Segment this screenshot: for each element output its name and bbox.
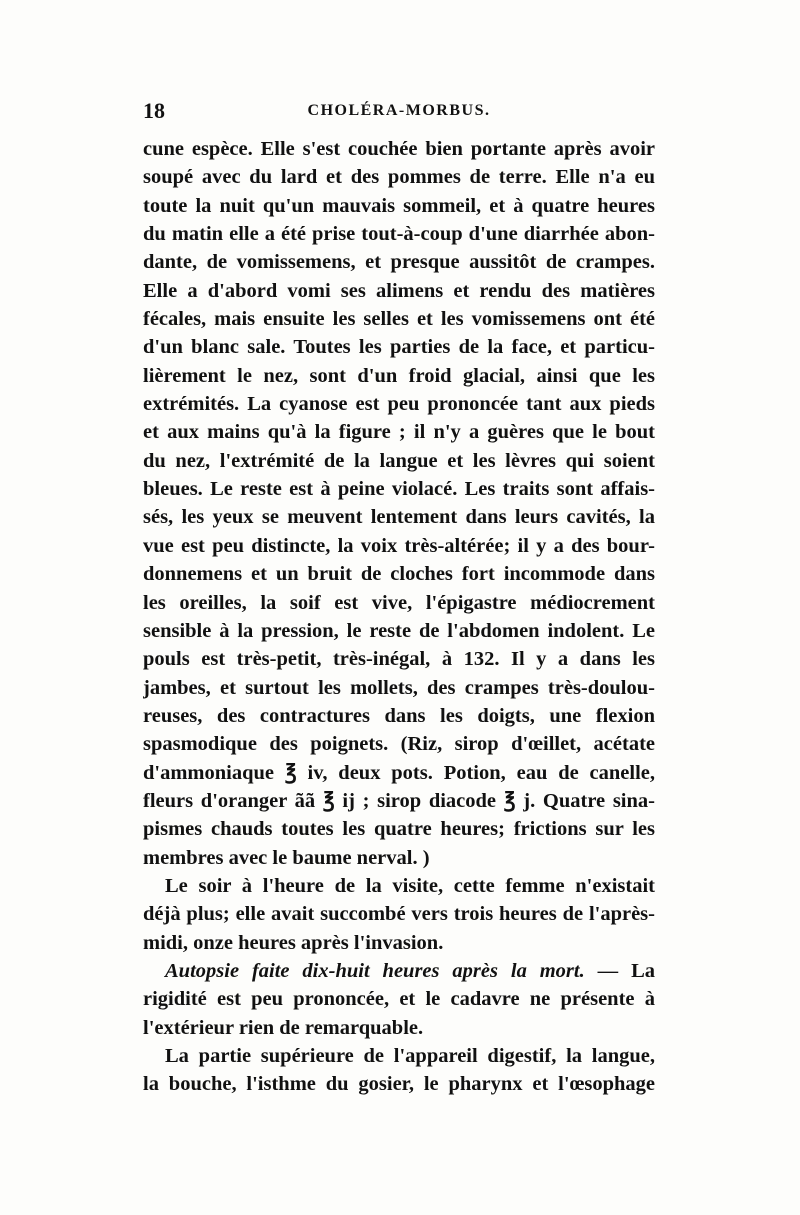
- text-line: cune espèce. Elle s'est couchée bien portante après avoir: [143, 138, 655, 160]
- text-line: d'un blanc sale. Toutes les parties de la face, et particu-: [143, 336, 655, 359]
- text-line: fécales, mais ensuite les selles et les vomissemens ont été: [143, 308, 655, 331]
- text-line: pouls est très-petit, très-inégal, à 132. Il y a dans les: [143, 648, 655, 671]
- text-line: rigidité est peu prononcée, et le cadavre ne présente à: [143, 988, 655, 1011]
- text-line: dante, de vomissemens, et presque aussitôt de crampes.: [143, 251, 655, 274]
- text-line: bleues. Le reste est à peine violacé. Les traits sont affais-: [143, 478, 655, 501]
- text-line: extrémités. La cyanose est peu prononcée tant aux pieds: [143, 393, 655, 416]
- text-line: vue est peu distincte, la voix très-altérée; il y a des bour-: [143, 534, 655, 557]
- page-header: [143, 98, 655, 128]
- text-line: l'extérieur rien de remarquable.: [143, 1016, 424, 1039]
- text-line: la bouche, l'isthme du gosier, le pharynx et l'œsophage: [143, 1073, 655, 1096]
- text-line: fleurs d'oranger ãã ℥ ij ; sirop diacode ℥ j. Quatre sina-: [143, 789, 655, 812]
- text-line: déjà plus; elle avait succombé vers trois heures de l'après-: [143, 903, 655, 926]
- text-line: Elle a d'abord vomi ses alimens et rendu des matières: [143, 279, 655, 302]
- text-line: du matin elle a été prise tout-à-coup d'une diarrhée abon-: [143, 223, 655, 246]
- text-line: jambes, et surtout les mollets, des crampes très-doulou-: [143, 676, 655, 699]
- autopsy-heading-rest: — La: [584, 959, 655, 982]
- text-line: La partie supérieure de l'appareil digestif, la langue,: [165, 1045, 655, 1067]
- text-line: et aux mains qu'à la figure ; il n'y a guères que le bout: [143, 421, 655, 444]
- autopsy-heading-line: [143, 957, 655, 985]
- text-line: toute la nuit qu'un mauvais sommeil, et à quatre heures: [143, 194, 655, 217]
- running-title: CHOLÉRA-MORBUS.: [307, 102, 491, 119]
- text-line: midi, onze heures après l'invasion.: [143, 931, 444, 954]
- text-line: reuses, des contractures dans les doigts, une flexion: [143, 704, 655, 727]
- text-line: pismes chauds toutes les quatre heures; frictions sur les: [143, 818, 655, 841]
- text-line: donnemens et un bruit de cloches fort incommode dans: [143, 563, 655, 586]
- text-line: Le soir à l'heure de la visite, cette femme n'existait: [165, 874, 655, 897]
- text-line: membres avec le baume nerval. ): [143, 846, 430, 869]
- text-line: spasmodique des poignets. (Riz, sirop d'œillet, acétate: [143, 733, 655, 756]
- text-line: sensible à la pression, le reste de l'abdomen indolent. Le: [143, 619, 655, 642]
- page-number: 18: [143, 98, 165, 123]
- autopsy-heading: Autopsie faite dix-huit heures après la mort.: [165, 959, 585, 982]
- text-line: sés, les yeux se meuvent lentement dans leurs cavités, la: [143, 506, 655, 529]
- body-text: [143, 135, 655, 1099]
- text-line: soupé avec du lard et des pommes de terre. Elle n'a eu: [143, 166, 655, 189]
- text-line: lièrement le nez, sont d'un froid glacial, ainsi que les: [143, 364, 655, 387]
- text-line: du nez, l'extrémité de la langue et les lèvres qui soient: [143, 449, 655, 472]
- text-line: les oreilles, la soif est vive, l'épigastre médiocrement: [143, 591, 655, 614]
- text-line: d'ammoniaque ℥ iv, deux pots. Potion, eau de canelle,: [143, 761, 655, 784]
